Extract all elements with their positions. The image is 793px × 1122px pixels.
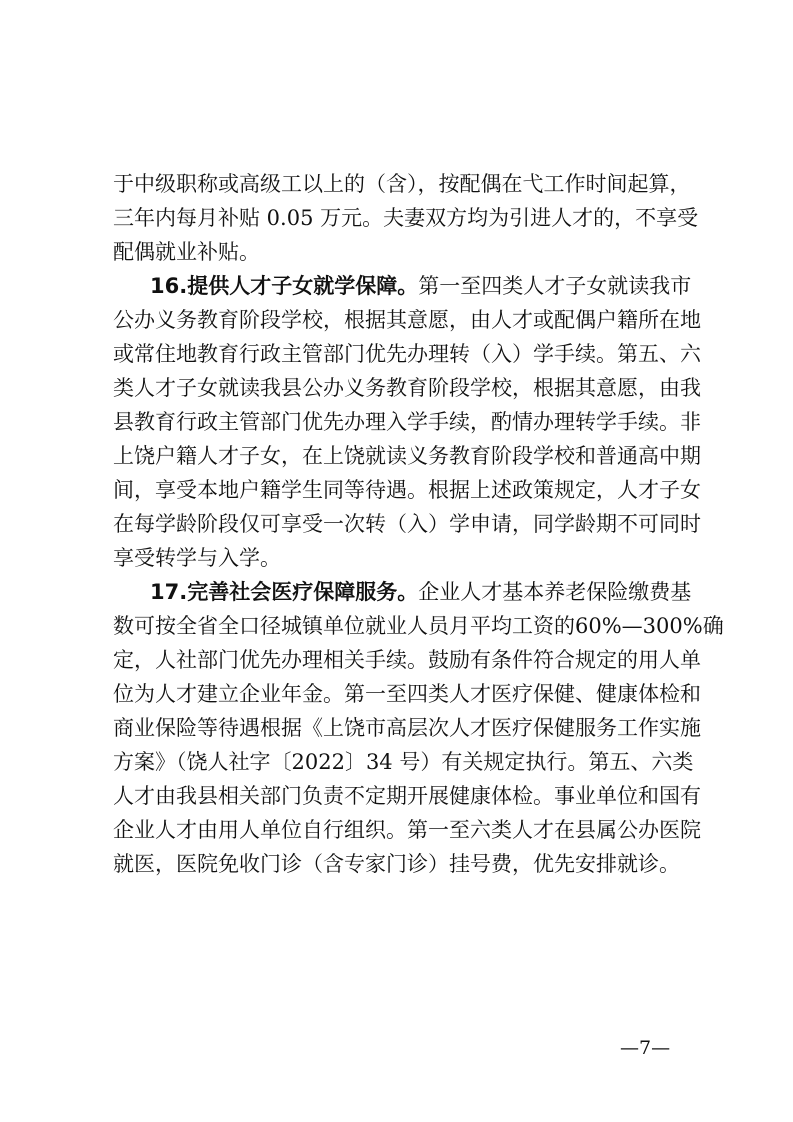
paragraph-line: 类人才子女就读我县公办义务教育阶段学校，根据其意愿，由我 bbox=[113, 376, 701, 400]
section-17-first-line bbox=[150, 580, 692, 604]
paragraph-line: 方案》（饶人社字〔2022〕34 号）有关规定执行。第五、六类 bbox=[113, 750, 694, 774]
paragraph-line: 于中级职称或高级工以上的（含），按配偶在弋工作时间起算， bbox=[113, 172, 691, 196]
paragraph-line: 三年内每月补贴 0.05 万元。夫妻双方均为引进人才的，不享受 bbox=[113, 206, 699, 230]
paragraph-line: 就医，医院免收门诊（含专家门诊）挂号费，优先安排就诊。 bbox=[113, 852, 680, 876]
paragraph-line: 间，享受本地户籍学生同等待遇。根据上述政策规定，人才子女 bbox=[113, 478, 701, 502]
paragraph-line: 企业人才由用人单位自行组织。第一至六类人才在县属公办医院 bbox=[113, 818, 701, 842]
paragraph-line: 或常住地教育行政主管部门优先办理转（入）学手续。第五、六 bbox=[113, 342, 701, 366]
paragraph-line: 商业保险等待遇根据《上饶市高层次人才医疗保健服务工作实施 bbox=[113, 716, 701, 740]
paragraph-line: 上饶户籍人才子女，在上饶就读义务教育阶段学校和普通高中期 bbox=[113, 444, 701, 468]
paragraph-line: 人才由我县相关部门负责不定期开展健康体检。事业单位和国有 bbox=[113, 784, 701, 808]
section-16-text: 第一至四类人才子女就读我市 bbox=[418, 274, 692, 298]
paragraph-line: 在每学龄阶段仅可享受一次转（入）学申请，同学龄期不可同时 bbox=[113, 512, 701, 536]
paragraph-line: 配偶就业补贴。 bbox=[113, 240, 260, 264]
section-16-first-line bbox=[150, 274, 692, 298]
page-number: —7— bbox=[620, 1037, 671, 1059]
section-17-heading: 17.完善社会医疗保障服务。 bbox=[150, 580, 419, 604]
paragraph-line: 位为人才建立企业年金。第一至四类人才医疗保健、健康体检和 bbox=[113, 682, 701, 706]
paragraph-line: 公办义务教育阶段学校，根据其意愿，由人才或配偶户籍所在地 bbox=[113, 308, 701, 332]
section-16-heading: 16.提供人才子女就学保障。 bbox=[150, 274, 419, 298]
section-17-text: 企业人才基本养老保险缴费基 bbox=[418, 580, 692, 604]
paragraph-line: 县教育行政主管部门优先办理入学手续，酌情办理转学手续。非 bbox=[113, 410, 701, 434]
paragraph-line: 享受转学与入学。 bbox=[113, 546, 281, 570]
paragraph-line: 定，人社部门优先办理相关手续。鼓励有条件符合规定的用人单 bbox=[113, 648, 701, 672]
paragraph-line: 数可按全省全口径城镇单位就业人员月平均工资的60%—300%确 bbox=[113, 614, 724, 638]
